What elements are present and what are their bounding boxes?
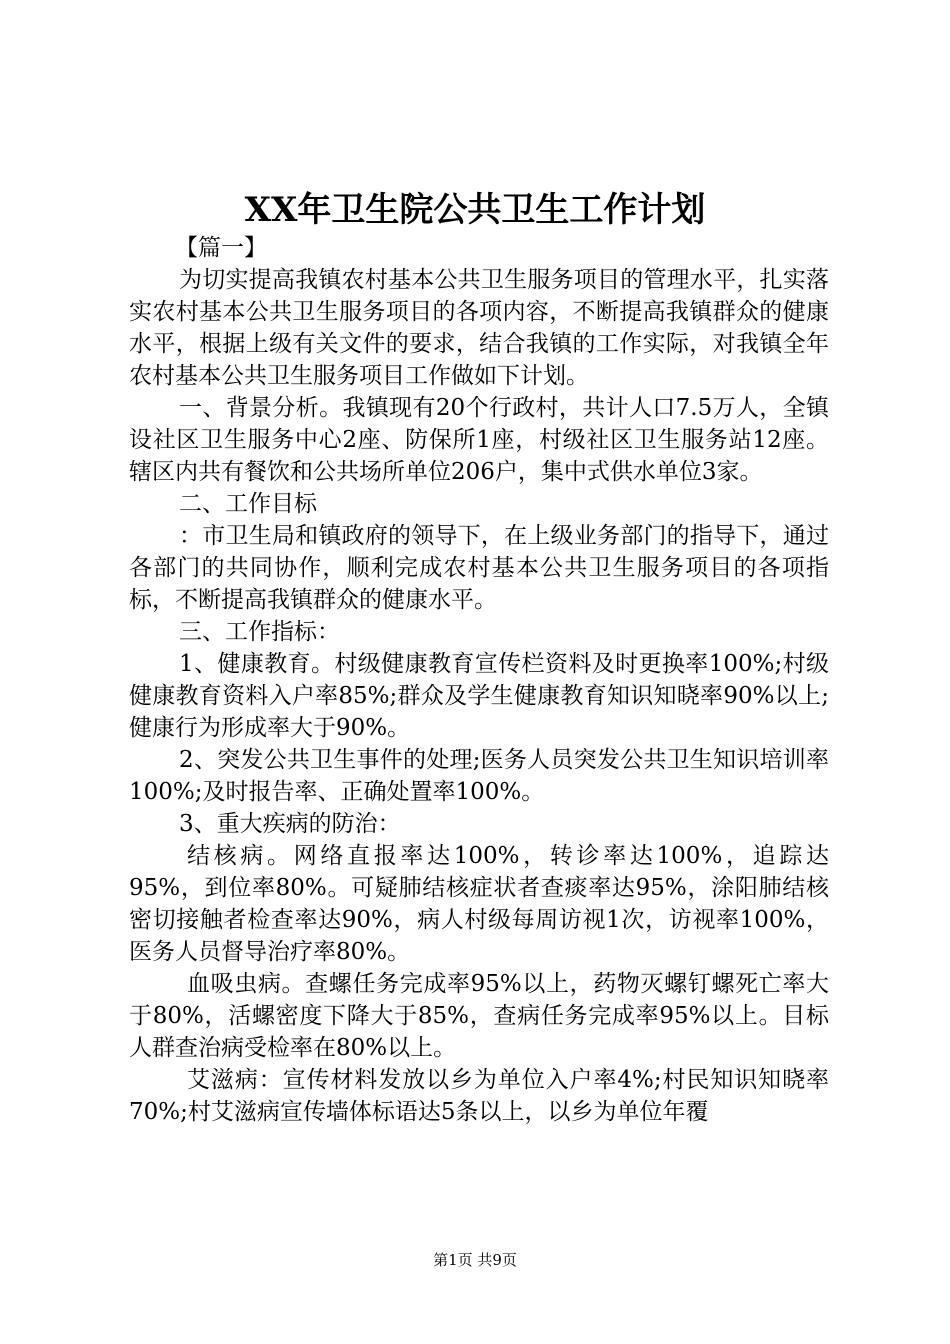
page-number-footer: 第1页 共9页 (433, 1251, 517, 1269)
paragraph-public-health-emergency: 2、突发公共卫生事件的处理;医务人员突发公共卫生知识培训率100%;及时报告率、正确处置率100%。 (129, 747, 829, 805)
paragraph-intro: 为切实提高我镇农村基本公共卫生服务项目的管理水平，扎实落实农村基本公共卫生服务项目的各项内容，不断提高我镇群众的健康水平，根据上级有关文件的要求，结合我镇的工作实际，对我镇全年农村基本公共卫生服务项目工作做如下计划。 (129, 267, 829, 389)
paragraph-background: 一、背景分析。我镇现有20个行政村，共计人口7.5万人，全镇设社区卫生服务中心2座、防保所1座，村级社区卫生服务站12座。辖区内共有餐饮和公共场所单位206户，集中式供水单位3家。 (129, 395, 829, 485)
paragraph-work-goal: ：市卫生局和镇政府的领导下，在上级业务部门的指导下，通过各部门的共同协作，顺利完成农村基本公共卫生服务项目的各项指标，不断提高我镇群众的健康水平。 (129, 523, 829, 613)
section-label: 【篇一】 (175, 235, 267, 261)
paragraph-tuberculosis: 结核病。网络直报率达100%，转诊率达100%，追踪达95%，到位率80%。可疑肺结核症状者查痰率达95%，涂阳肺结核密切接触者检查率达90%，病人村级每周访视1次，访视率100%，医务人员督导治疗率80%。 (129, 843, 829, 965)
heading-major-disease: 3、重大疾病的防治： (179, 811, 401, 837)
paragraph-health-education: 1、健康教育。村级健康教育宣传栏资料及时更换率100%;村级健康教育资料入户率85%;群众及学生健康教育知识知晓率90%以上;健康行为形成率大于90%。 (129, 651, 829, 741)
document-body (129, 232, 829, 1128)
paragraph-schistosomiasis: 血吸虫病。查螺任务完成率95%以上，药物灭螺钉螺死亡率大于80%，活螺密度下降大于85%，查病任务完成率95%以上。目标人群查治病受检率在80%以上。 (129, 971, 829, 1061)
heading-work-indicators: 三、工作指标： (179, 619, 340, 645)
heading-work-goal: 二、工作目标 (179, 491, 317, 517)
document-title: XX年卫生院公共卫生工作计划 (244, 190, 706, 230)
paragraph-aids: 艾滋病：宣传材料发放以乡为单位入户率4%;村民知识知晓率70%;村艾滋病宣传墙体标语达5条以上，以乡为单位年覆 (129, 1067, 829, 1125)
